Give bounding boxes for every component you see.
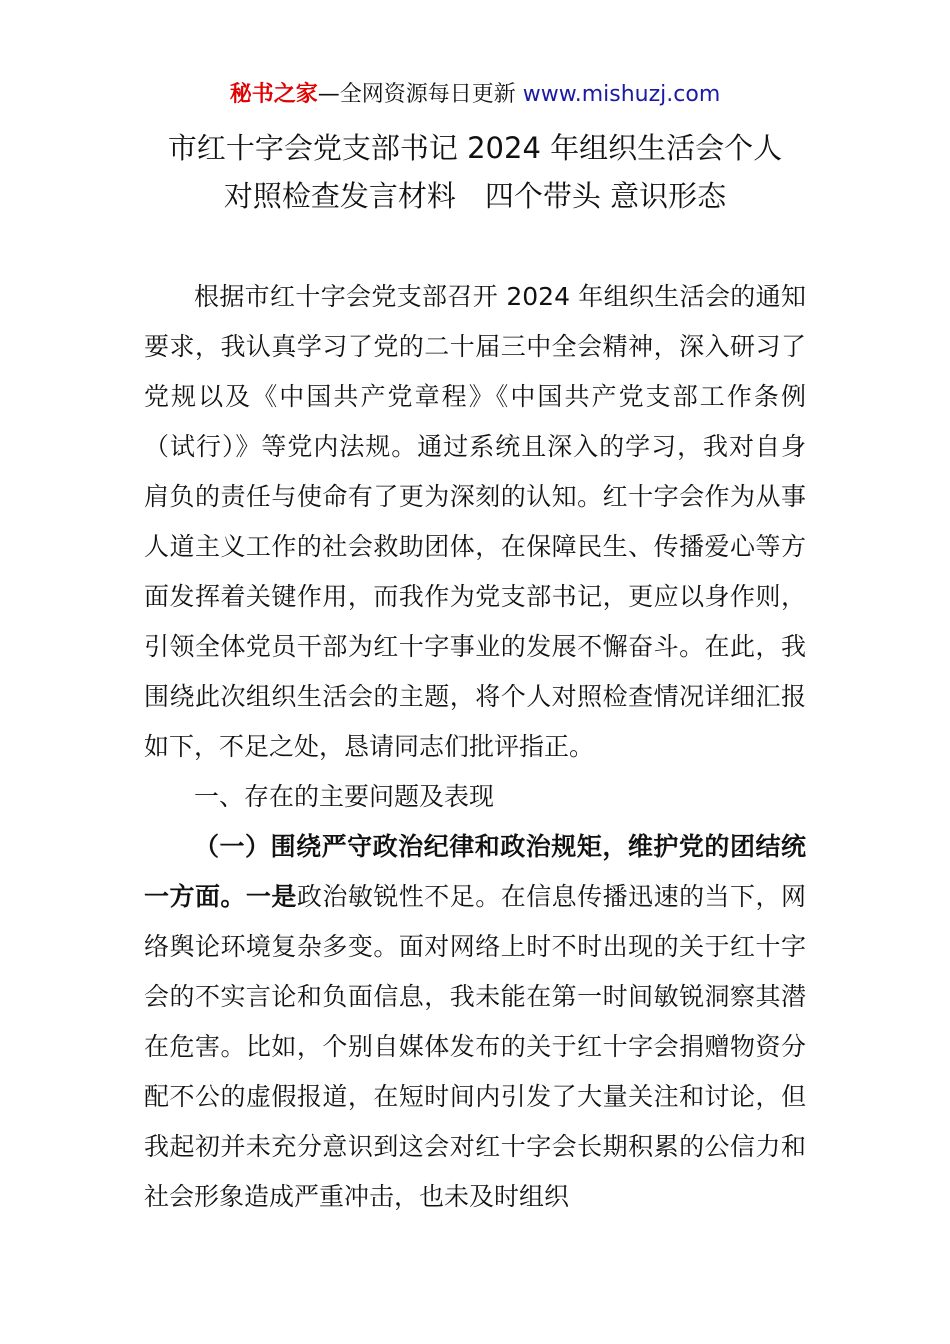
subsection-text: 政治敏锐性不足。在信息传播迅速的当下，网络舆论环境复杂多变。面对网络上时不时出现的关于红十字会的不实言论和负面信息，我未能在第一时间敏锐洞察其潜在危害。比如，个别自媒体发布的关于红十字会捐赠物资分配不公的虚假报道，在短时间内引发了大量关注和讨论，但我起初并未充分意识到这会对红十字会长期积累的公信力和社会形象造成严重冲击，也未及时组织 [144,882,806,1211]
document-body [144,272,806,1222]
header-tagline: —全网资源每日更新 [317,82,523,107]
brand-name: 秘书之家 [229,82,318,107]
subsection-paragraph [144,822,806,1222]
title-line-2: 对照检查发言材料 四个带头 意识形态 [223,179,727,213]
point-marker: 一是 [245,882,297,911]
document-title [0,124,950,220]
intro-paragraph: 根据市红十字会党支部召开 2024 年组织生活会的通知要求，我认真学习了党的二十届三中全会精神，深入研习了党规以及《中国共产党章程》《中国共产党支部工作条例（试行）》等党内法规。通过系统且深入的学习，我对自身肩负的责任与使命有了更为深刻的认知。红十字会作为从事人道主义工作的社会救助团体，在保障民生、传播爱心等方面发挥着关键作用，而我作为党支部书记，更应以身作则，引领全体党员干部为红十字事业的发展不懈奋斗。在此，我围绕此次组织生活会的主题，将个人对照检查情况详细汇报如下，不足之处，恳请同志们批评指正。 [144,282,806,761]
section-heading: 一、存在的主要问题及表现 [194,782,495,811]
subsection-heading: （一）围绕严守政治纪律和政治规矩，维护党的团结统一方面。 [144,832,806,911]
site-header [0,80,950,110]
title-line-1: 市红十字会党支部书记 2024 年组织生活会个人 [167,131,783,165]
site-url-link[interactable]: www.mishuzj.com [522,82,721,107]
